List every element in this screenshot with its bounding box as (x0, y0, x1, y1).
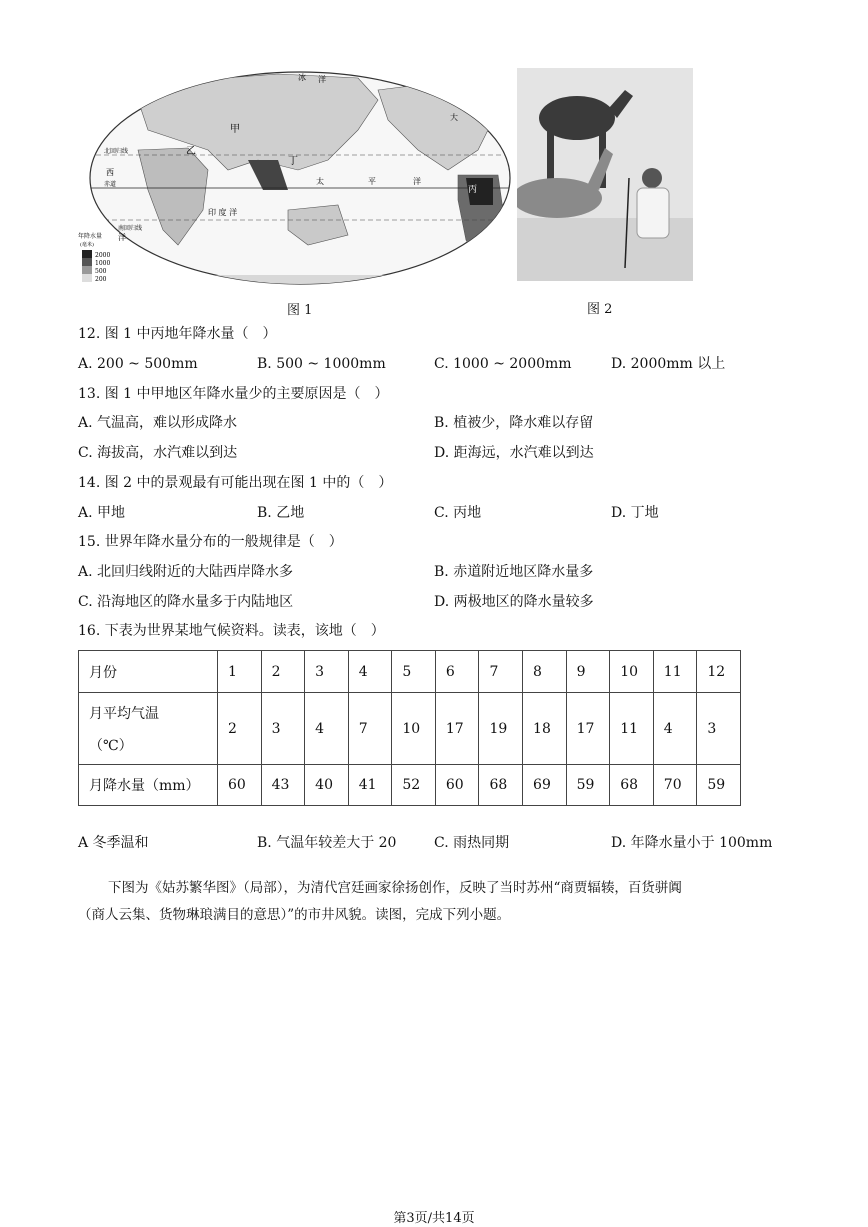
climate-data-table (78, 650, 741, 806)
table-row-precipitation (79, 765, 741, 806)
q14-option-c: C. 丙地 (434, 505, 482, 521)
q14-option-a: A. 甲地 (78, 505, 126, 521)
temperature-unit: （℃） (89, 737, 133, 754)
q12-option-b: B. 500 ~ 1000mm (257, 356, 386, 372)
q12-stem: 12. 图 1 中丙地年降水量（ ） (78, 326, 277, 342)
q15-stem: 15. 世界年降水量分布的一般规律是（ ） (78, 534, 343, 550)
precipitation-cell: 68 (479, 765, 523, 806)
precipitation-cell: 60 (435, 765, 479, 806)
q12-option-a: A. 200 ~ 500mm (78, 356, 198, 372)
row-header-precipitation: 月降水量（mm） (79, 765, 218, 806)
q12-option-c: C. 1000 ~ 2000mm (434, 356, 572, 372)
map-label-equator: 赤道 (104, 181, 117, 188)
map-label-pacific-ping: 平 (368, 177, 376, 186)
month-cell: 12 (697, 651, 741, 693)
q16-stem: 16. 下表为世界某地气候资料。读表，该地（ ） (78, 623, 385, 639)
world-precipitation-map (78, 60, 518, 292)
map-label-yang2: 洋 (118, 233, 126, 242)
month-cell: 2 (261, 651, 305, 693)
temperature-cell: 17 (566, 693, 610, 765)
month-cell: 11 (653, 651, 697, 693)
q13-option-a: A. 气温高，难以形成降水 (78, 415, 238, 431)
map-label-da: 大 (450, 113, 458, 122)
month-cell: 4 (348, 651, 392, 693)
map-label-bing: 丙 (468, 185, 478, 195)
legend-title: 年降水量 (78, 233, 103, 240)
map-legend (78, 232, 110, 283)
temperature-cell: 4 (653, 693, 697, 765)
q15-option-a: A. 北回归线附近的大陆西岸降水多 (78, 564, 294, 580)
map-label-ding: 丁 (288, 156, 298, 167)
q13-option-c: C. 海拔高，水汽难以到达 (78, 445, 238, 461)
month-cell: 7 (479, 651, 523, 693)
q13-stem: 13. 图 1 中甲地区年降水量少的主要原因是（ ） (78, 386, 389, 402)
temperature-cell: 18 (523, 693, 567, 765)
map-label-xi: 西 (106, 168, 114, 177)
map-label-jia: 甲 (230, 124, 240, 135)
q15-option-b: B. 赤道附近地区降水量多 (434, 564, 594, 580)
map-label-yi: 乙 (186, 146, 196, 157)
month-cell: 5 (392, 651, 436, 693)
temperature-label: 月平均气温 (89, 705, 159, 722)
q16-option-d: D. 年降水量小于 100mm (611, 835, 773, 851)
q15-option-c: C. 沿海地区的降水量多于内陆地区 (78, 594, 294, 610)
q14-stem: 14. 图 2 中的景观最有可能出现在图 1 中的（ ） (78, 475, 393, 491)
map-label-arctic-yang: 洋 (318, 75, 326, 84)
temperature-cell: 3 (697, 693, 741, 765)
legend-value-0: 2000 (95, 252, 111, 259)
temperature-cell: 2 (218, 693, 262, 765)
month-cell: 9 (566, 651, 610, 693)
legend-value-2: 500 (95, 268, 107, 275)
map-label-pacific-tai: 太 (316, 177, 324, 186)
precipitation-cell: 60 (218, 765, 262, 806)
passage-line-2: （商人云集、货物琳琅满目的意思）”的市井风貌。读图，完成下列小题。 (78, 907, 511, 923)
precipitation-cell: 59 (566, 765, 610, 806)
precipitation-cell: 69 (523, 765, 567, 806)
q16-option-b: B. 气温年较差大于 20 (257, 835, 397, 851)
precipitation-cell: 41 (348, 765, 392, 806)
month-cell: 8 (523, 651, 567, 693)
q16-option-c: C. 雨热同期 (434, 835, 510, 851)
temperature-cell: 4 (305, 693, 349, 765)
legend-value-1: 1000 (95, 260, 111, 267)
month-cell: 10 (610, 651, 654, 693)
precipitation-cell: 52 (392, 765, 436, 806)
map-label-n-tropic: 北回归线 (104, 148, 129, 155)
q15-option-d: D. 两极地区的降水量较多 (434, 594, 594, 610)
precipitation-cell: 43 (261, 765, 305, 806)
q13-option-b: B. 植被少，降水难以存留 (434, 415, 594, 431)
q14-option-b: B. 乙地 (257, 505, 305, 521)
q13-option-d: D. 距海远，水汽难以到达 (434, 445, 594, 461)
precipitation-cell: 40 (305, 765, 349, 806)
temperature-cell: 3 (261, 693, 305, 765)
row-header-temperature (79, 693, 218, 765)
q16-option-a: A 冬季温和 (78, 835, 149, 851)
precipitation-cell: 59 (697, 765, 741, 806)
legend-unit: (毫米) (80, 242, 94, 248)
month-cell: 1 (218, 651, 262, 693)
precipitation-cell: 68 (610, 765, 654, 806)
passage-line-1: 下图为《姑苏繁华图》（局部），为清代宫廷画家徐扬创作，反映了当时苏州“商贾辐辏，百货骈阗 (108, 880, 682, 896)
precipitation-cell: 70 (653, 765, 697, 806)
q12-option-d: D. 2000mm 以上 (611, 356, 726, 372)
camel-desert-photo (517, 68, 693, 281)
map-label-arctic-bing: 冰 (298, 73, 306, 82)
fig2-caption: 图 2 (587, 302, 613, 317)
temperature-cell: 10 (392, 693, 436, 765)
fig1-caption: 图 1 (287, 303, 313, 318)
temperature-cell: 11 (610, 693, 654, 765)
row-header-months: 月份 (79, 651, 218, 693)
table-row-months (79, 651, 741, 693)
month-cell: 3 (305, 651, 349, 693)
page-number: 第3页/共14页 (393, 1211, 475, 1226)
temperature-cell: 17 (435, 693, 479, 765)
map-label-indian: 印 度 洋 (208, 208, 238, 217)
month-cell: 6 (435, 651, 479, 693)
table-row-temperature (79, 693, 741, 765)
map-label-pacific-yang: 洋 (413, 177, 421, 186)
temperature-cell: 19 (479, 693, 523, 765)
temperature-cell: 7 (348, 693, 392, 765)
map-label-s-tropic: 南回归线 (118, 225, 143, 232)
q14-option-d: D. 丁地 (611, 505, 659, 521)
legend-value-3: 200 (95, 276, 107, 283)
